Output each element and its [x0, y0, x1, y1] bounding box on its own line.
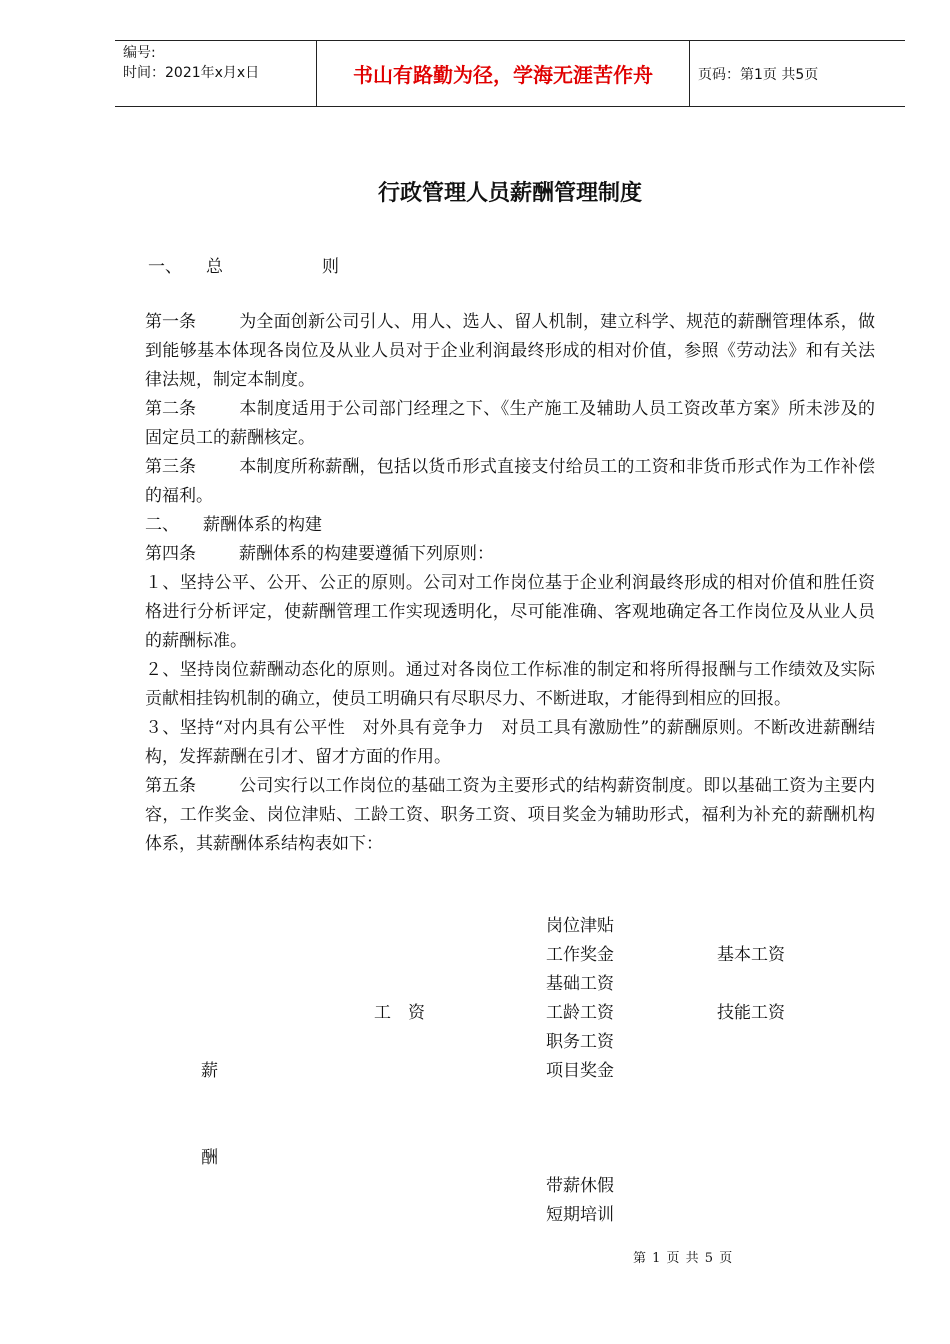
header-motto: 书山有路勤为径，学海无涯苦作舟	[316, 41, 690, 106]
structure-item: 工作奖金	[546, 945, 614, 965]
header-meta	[115, 41, 316, 106]
article-2-text: 本制度适用于公司部门经理之下、《生产施工及辅助人员工资改革方案》所未涉及的固定员工的薪酬核定。	[145, 399, 875, 448]
article-2-label: 第二条	[145, 399, 196, 419]
section-1-heading	[148, 252, 339, 277]
header-page-info: 页码：第1页 共5页	[698, 66, 819, 83]
structure-welfare-item: 短期培训	[546, 1205, 614, 1225]
principle-2: ２、坚持岗位薪酬动态化的原则。通过对各岗位工作标准的制定和将所得报酬与工作绩效及实际贡献相挂钩机制的确立，使员工明确只有尽职尽力、不断进取，才能得到相应的回报。	[145, 660, 875, 709]
structure-item: 基础工资	[546, 974, 614, 994]
article-5	[145, 772, 875, 859]
structure-skill-wage: 技能工资	[717, 1003, 785, 1023]
article-1-text: 为全面创新公司引人、用人、选人、留人机制，建立科学、规范的薪酬管理体系，做到能够基本体现各岗位及从业人员对于企业利润最终形成的相对价值，参照《劳动法》和有关法律法规，制定本制度。	[145, 312, 875, 390]
structure-welfare-item: 带薪休假	[546, 1176, 614, 1196]
structure-base-wage: 基本工资	[717, 945, 785, 965]
document-title: 行政管理人员薪酬管理制度	[377, 181, 642, 206]
section-2-number: 二、	[145, 515, 179, 535]
document-body	[145, 308, 875, 859]
header-table	[115, 40, 905, 107]
structure-item: 项目奖金	[546, 1061, 614, 1081]
structure-root-bottom: 酬	[201, 1148, 218, 1168]
principle-1: １、坚持公平、公开、公正的原则。公司对工作岗位基于企业利润最终形成的相对价值和胜任资格进行分析评定，使薪酬管理工作实现透明化，尽可能准确、客观地确定各工作岗位及从业人员的薪酬标准。	[145, 573, 875, 651]
article-4-text: 薪酬体系的构建要遵循下列原则：	[239, 544, 494, 564]
page-footer: 第 1 页 共 5 页	[633, 1251, 734, 1266]
section-1-title-b: 则	[322, 257, 339, 277]
article-5-label: 第五条	[145, 776, 196, 796]
document-time: 时间：2021年x月x日	[123, 65, 260, 81]
article-5-text: 公司实行以工作岗位的基础工资为主要形式的结构薪资制度。即以基础工资为主要内容，工作奖金、岗位津贴、工龄工资、职务工资、项目奖金为辅助形式，福利为补充的薪酬机构体系，其薪酬体系结构表如下：	[145, 776, 875, 854]
structure-item: 职务工资	[546, 1032, 614, 1052]
section-2-title: 薪酬体系的构建	[203, 515, 322, 535]
article-4-label: 第四条	[145, 544, 196, 564]
principle-3: ３、坚持“对内具有公平性 对外具有竞争力 对员工具有激励性”的薪酬原则。不断改进薪酬结构，发挥薪酬在引才、留才方面的作用。	[145, 718, 875, 767]
section-1-title-a: 总	[206, 257, 223, 277]
article-4	[145, 540, 875, 569]
section-1-number: 一、	[148, 257, 182, 277]
structure-root-top: 薪	[201, 1061, 218, 1081]
article-1-label: 第一条	[145, 312, 196, 332]
structure-item: 工龄工资	[546, 1003, 614, 1023]
article-3-text: 本制度所称薪酬，包括以货币形式直接支付给员工的工资和非货币形式作为工作补偿的福利。	[145, 457, 875, 506]
article-3	[145, 453, 875, 511]
structure-wage: 工 资	[374, 1003, 425, 1023]
document-number-label: 编号:	[123, 45, 156, 61]
article-2	[145, 395, 875, 453]
section-2-heading	[145, 511, 875, 540]
article-3-label: 第三条	[145, 457, 196, 477]
article-1	[145, 308, 875, 395]
structure-item: 岗位津贴	[546, 916, 614, 936]
